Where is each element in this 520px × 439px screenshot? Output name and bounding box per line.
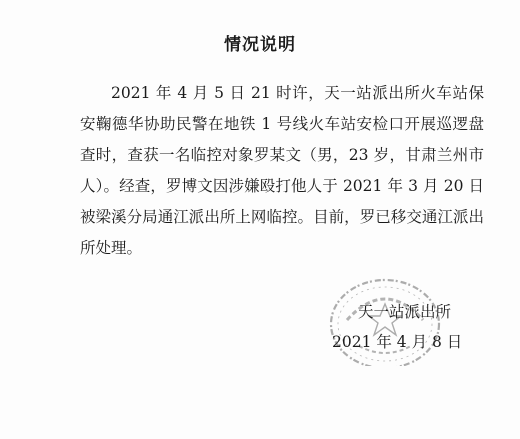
document-body (80, 78, 484, 264)
signing-organization: 天一站派出所 (358, 303, 452, 321)
body-paragraph: 2021 年 4 月 5 日 21 时许，天一站派出所火车站保安鞠德华协助民警在地铁 1 号线火车站安检口开展巡逻盘查时，查获一名临控对象罗某文（男，23 岁，甘肃兰州市人）。经查，罗博文因涉嫌殴打他人于 2021 年 3 月 20 日被梁溪分局通江派出所上网临控。目前，罗已移交通江派出所处理。 (80, 84, 484, 257)
signing-date: 2021 年 4 月 8 日 (332, 333, 463, 351)
document-title: 情况说明 (224, 35, 296, 55)
